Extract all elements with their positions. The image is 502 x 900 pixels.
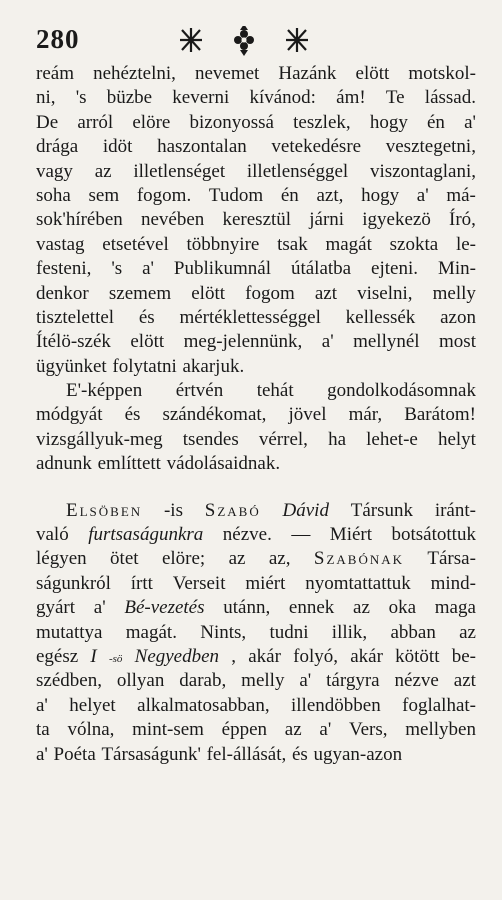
word: teszlek, [293,111,351,133]
text-line [36,572,476,596]
word: -is [163,499,183,521]
word: Poéta [53,743,96,765]
word: a' [36,743,48,765]
body-text [36,62,476,767]
text-line [36,135,476,159]
word: Vers, [348,719,388,741]
text-line [36,645,476,669]
word: viselni, [357,282,413,304]
word: Ítélö-szék [36,331,111,353]
word: tsak [277,233,308,255]
text-line [36,452,476,476]
word: oka [388,597,417,619]
text-line [36,257,476,281]
word: helyet [69,694,116,716]
word: Társunk [350,499,414,521]
text-line [36,184,476,208]
word: gondolkodásomnak [327,380,476,402]
word: ugyan-azon [313,743,403,765]
word: írtt [130,572,153,594]
paragraph-gap [36,477,476,499]
word: illetlenséggel [246,160,349,182]
word: lehet-e [366,428,418,450]
word: Társa- [427,548,476,570]
word: iránt- [434,499,476,521]
word: motskol- [408,63,476,84]
page-header [36,22,476,62]
word: mértéklettességgel [179,306,321,328]
word: hogy [361,184,400,206]
word: sok'hírében [36,209,123,231]
word: Nints, [200,621,247,643]
word: egész [36,645,79,667]
word: — [291,524,311,546]
word: szándékomat, [162,404,267,426]
word: bizonyossá [189,111,274,133]
word: folyó, [293,645,339,667]
styled-word: Szabónak [313,548,404,570]
word: miért [245,572,286,594]
word: keverni [172,87,230,109]
word: soha [36,184,71,206]
word: melly [432,282,476,304]
word: nevében [140,209,205,231]
word: abban [390,621,436,643]
word: az [284,719,302,741]
word: többnyire [186,233,260,255]
word: a' [142,258,154,280]
word: fogom. [136,184,192,206]
word: lássad. [424,87,476,109]
word: módgyát [36,404,103,426]
word: vérrel, [258,428,308,450]
word: én [280,184,299,206]
word: és [124,404,141,426]
styled-word: furtsaságunkra [88,524,204,546]
word: ta [36,719,50,741]
paragraph [36,379,476,477]
word: reám [36,63,74,84]
styled-word: Bé-vezetés [124,597,205,619]
styled-word: Negyedben [134,645,220,667]
word: darab, [179,670,227,692]
word: Publikumnál [173,258,272,280]
word: má- [446,184,476,206]
word: arról [77,111,114,133]
word: vagy [36,160,73,182]
word: helyt [437,428,476,450]
word: 's [111,258,123,280]
word: vádolásaidnak. [166,453,281,475]
word: folytatni [112,355,177,377]
text-line [36,62,476,86]
word: az, [268,548,291,570]
word: etsetével [102,233,169,255]
word: az [94,160,112,182]
word: tudni [269,621,309,643]
word: és [291,743,308,765]
word: adnunk [36,453,92,475]
word: most [439,331,476,353]
text-line [36,596,476,620]
word: vetekedésre [271,136,362,158]
word: a' [299,670,312,692]
word: be- [451,645,476,667]
word: értvén [175,380,224,402]
text-line [36,111,476,135]
word: Te [385,87,405,109]
word: éppen [221,719,268,741]
text-line [36,621,476,645]
text-line [36,718,476,742]
word: ötet [110,548,139,570]
word: E'-képpen [66,380,143,402]
word: idöt [102,136,133,158]
word: igyekezö [362,209,431,231]
word: keresztül [222,209,292,231]
page-number: 280 [36,24,80,54]
word: Miért [329,524,373,546]
word: ám! [336,87,366,109]
word: kellessék [345,306,416,328]
word: ni, [36,87,56,109]
word: én [427,111,445,133]
ornament-icon [178,26,328,61]
word: akár [350,645,383,667]
word: mint-sem [132,719,204,741]
word: az [353,597,370,619]
word: büzbe [106,87,153,109]
word: Tudom [208,184,264,206]
word: hogy [369,111,408,133]
word: , [231,645,237,667]
word: a' [416,184,429,206]
word: említtett [97,453,161,475]
word: festeni, [36,258,92,280]
word: sem [88,184,120,206]
word: kívánod: [249,87,316,109]
styled-word: -sö [108,652,123,665]
word: utánn, [223,597,271,619]
word: ollyan [116,670,165,692]
word: akarjuk. [182,355,245,377]
word: nevemet [194,63,260,84]
word: maga [434,597,476,619]
word: vastag [36,233,85,255]
text-line [36,208,476,232]
word: botsátottuk [391,524,476,546]
word: Hazánk [278,63,337,84]
word: tisztelettel [36,306,115,328]
word: Író, [449,209,476,231]
word: ejteni. [371,258,418,280]
word: illendöbben [291,694,381,716]
text-line [36,379,476,403]
paragraph [36,62,476,379]
word: meg-jelennünk, [183,331,303,353]
text-line [36,743,476,767]
word: foglalhat- [402,694,476,716]
text-line [36,669,476,693]
word: azt [314,282,338,304]
text-line [36,547,476,571]
text-line [36,233,476,257]
word: alkalmatosabban, [137,694,270,716]
word: mellynél [353,331,420,353]
word: mind- [430,572,476,594]
text-line [36,403,476,427]
word: útálatba [290,258,352,280]
word: a' [464,111,476,133]
word: 's [75,87,87,109]
word: gyárt [36,597,76,619]
word: tárgyra [326,670,380,692]
word: akár [248,645,281,667]
word: vesztegetni, [385,136,476,158]
word: szemem [108,282,172,304]
paragraph [36,499,476,767]
word: viszontaglani, [369,160,476,182]
word: nézve. [222,524,272,546]
word: vizsgállyuk-meg [36,428,163,450]
word: és [138,306,155,328]
text-line [36,499,476,523]
word: fogom [245,282,295,304]
word: denkor [36,282,89,304]
word: járni [309,209,345,231]
text-line [36,86,476,110]
word: magát [325,233,372,255]
text-line [36,330,476,354]
word: a' [321,331,334,353]
word: szokta [389,233,439,255]
word: elöre [132,111,171,133]
word: légyen [36,548,87,570]
word: Társaságunk' [101,743,201,765]
word: magát. [125,621,177,643]
word: a' [93,597,106,619]
word: mutattya [36,621,103,643]
word: nyomtattattuk [305,572,411,594]
word: már, [348,404,383,426]
styled-word: I [90,645,97,667]
text-line [36,160,476,184]
word: Verseit [172,572,226,594]
word: ügyünket [36,355,107,377]
word: nehéztelni, [93,63,176,84]
word: az [228,548,246,570]
word: tehát [256,380,294,402]
text-line [36,694,476,718]
word: jövel [288,404,327,426]
word: drága [36,136,79,158]
word: tsendes [182,428,239,450]
word: szédben, [36,670,102,692]
word: az [459,621,476,643]
word: elött [191,282,226,304]
word: a' [36,694,48,716]
word: a' [319,719,332,741]
word: illik, [331,621,368,643]
text-line [36,428,476,452]
word: Barátom! [404,404,476,426]
styled-word: Elsöben [66,499,143,521]
text-line [36,355,476,379]
word: illetlenséget [133,160,226,182]
word: kötött [395,645,440,667]
word: elött [355,63,390,84]
styled-word: Szabó [204,499,261,521]
styled-word: Dávid [282,499,329,521]
word: azt [453,670,476,692]
word: vólna, [67,719,115,741]
word: ságunkról [36,572,111,594]
word: melly [241,670,285,692]
word: azt, [316,184,344,206]
word: ennek [288,597,335,619]
word: ha [328,428,346,450]
text-line [36,282,476,306]
word: le- [455,233,476,255]
word: elöre; [161,548,206,570]
text-line [36,306,476,330]
word: mellyben [405,719,476,741]
word: Min- [437,258,476,280]
word: haszontalan [157,136,247,158]
word: nézve [394,670,439,692]
text-line [36,523,476,547]
word: azon [440,306,476,328]
word: fel-állását, [206,743,287,765]
word: való [36,524,69,546]
word: De [36,111,59,133]
word: elött [130,331,165,353]
